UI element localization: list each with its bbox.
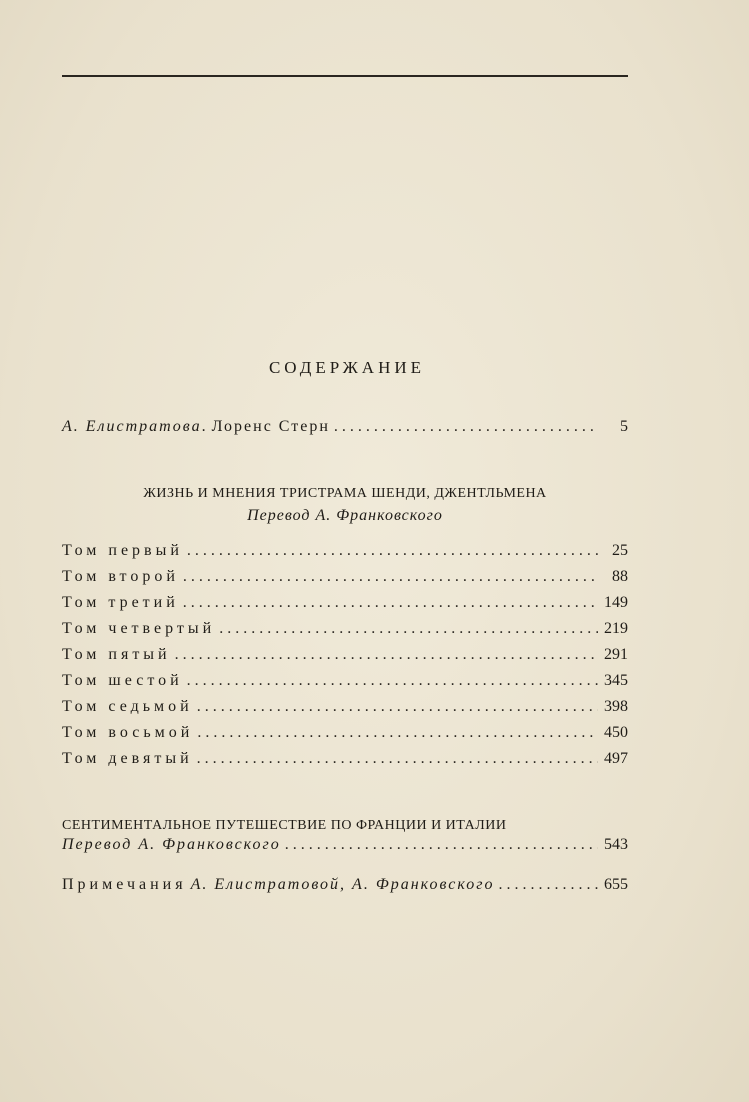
volume-label: Том первый xyxy=(62,542,183,559)
toc-entry-sentimental xyxy=(62,834,628,856)
leader-dots xyxy=(334,416,598,438)
toc-entry-notes xyxy=(62,874,628,896)
volume-label: Том девятый xyxy=(62,750,193,767)
toc-entry-volume xyxy=(62,696,628,718)
tristram-translation: Перевод А. Франковского xyxy=(247,507,443,524)
toc-entry-volume xyxy=(62,748,628,770)
toc-entry-volume xyxy=(62,722,628,744)
leader-dots xyxy=(197,748,598,770)
toc-entry-volume xyxy=(62,644,628,666)
tristram-heading: ЖИЗНЬ И МНЕНИЯ ТРИСТРАМА ШЕНДИ, ДЖЕНТЛЬМЕНА xyxy=(143,486,547,501)
volume-label: Том шестой xyxy=(62,672,183,689)
volume-label: Том третий xyxy=(62,594,179,611)
leader-dots xyxy=(498,874,598,896)
volume-page: 497 xyxy=(604,750,628,767)
toc-entry-intro: А. Елистратова. Лоренс Стерн . . . 5 xyxy=(62,416,628,438)
volume-page: 88 xyxy=(612,568,628,585)
leader-dots xyxy=(187,670,598,692)
toc-entry-volume xyxy=(62,566,628,588)
intro-page: 5 xyxy=(620,418,628,435)
notes-authors: А. Елистратовой, А. Франковского xyxy=(190,876,495,893)
leader-dots xyxy=(285,834,598,856)
volume-label: Том четвертый xyxy=(62,620,216,637)
page-title: СОДЕРЖАНИЕ xyxy=(268,358,426,377)
leader-dots xyxy=(183,566,598,588)
sentimental-translation: Перевод А. Франковского xyxy=(62,836,281,853)
toc-entry-volume xyxy=(62,670,628,692)
volume-label: Том восьмой xyxy=(62,724,194,741)
intro-work: Лоренс Стерн xyxy=(211,418,330,435)
volume-page: 25 xyxy=(612,542,628,559)
toc-entry-volume xyxy=(62,540,628,562)
toc-entry-volume xyxy=(62,592,628,614)
volume-page: 450 xyxy=(604,724,628,741)
sentimental-page: 543 xyxy=(604,836,628,853)
volume-page: 291 xyxy=(604,646,628,663)
volume-label: Том второй xyxy=(62,568,179,585)
intro-author: А. Елистратова xyxy=(62,418,202,435)
volume-page: 345 xyxy=(604,672,628,689)
volume-page: 149 xyxy=(604,594,628,611)
volume-page: 219 xyxy=(604,620,628,637)
top-rule xyxy=(62,75,628,77)
volume-page: 398 xyxy=(604,698,628,715)
leader-dots xyxy=(219,618,598,640)
toc-entry-volume xyxy=(62,618,628,640)
leader-dots xyxy=(187,540,598,562)
leader-dots xyxy=(197,722,598,744)
sentimental-heading: СЕНТИМЕНТАЛЬНОЕ ПУТЕШЕСТВИЕ ПО ФРАНЦИИ И ИТАЛИИ xyxy=(62,818,507,833)
leader-dots xyxy=(175,644,598,666)
leader-dots xyxy=(183,592,598,614)
notes-label: Примечания xyxy=(62,876,187,893)
notes-page: 655 xyxy=(604,876,628,893)
volume-label: Том пятый xyxy=(62,646,171,663)
volume-label: Том седьмой xyxy=(62,698,193,715)
leader-dots xyxy=(197,696,598,718)
